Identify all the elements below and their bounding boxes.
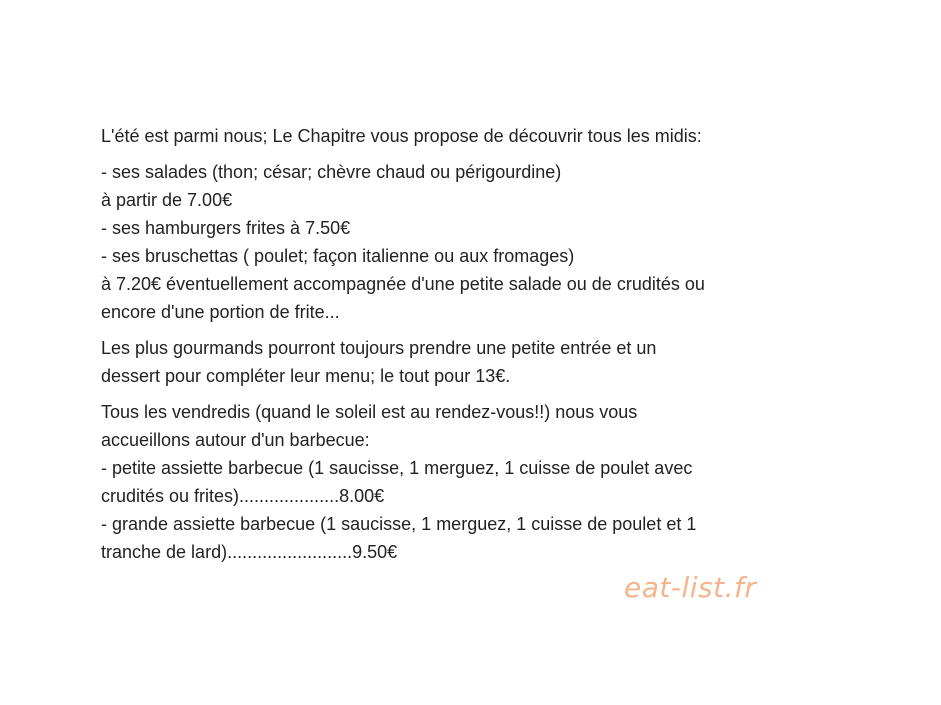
gourmet-menu-paragraph	[101, 334, 921, 390]
text-line: L'été est parmi nous; Le Chapitre vous propose de découvrir tous les midis:	[101, 126, 702, 146]
text-line: à partir de 7.00€	[101, 190, 233, 210]
watermark-logo: eat-list.fr	[624, 571, 757, 604]
intro-paragraph	[101, 122, 921, 150]
text-line: - ses hamburgers frites à 7.50€	[101, 218, 351, 238]
lunch-offers-paragraph	[101, 158, 921, 326]
text-line: Tous les vendredis (quand le soleil est au rendez-vous!!) nous vous	[101, 402, 638, 422]
barbecue-paragraph	[101, 398, 921, 566]
text-line: - ses bruschettas ( poulet; façon italienne ou aux fromages)	[101, 246, 575, 266]
text-line: crudités ou frites)....................8.00€	[101, 486, 385, 506]
text-line: - petite assiette barbecue (1 saucisse, 1 merguez, 1 cuisse de poulet avec	[101, 458, 693, 478]
menu-document	[101, 122, 921, 574]
text-line: accueillons autour d'un barbecue:	[101, 430, 370, 450]
text-line: - grande assiette barbecue (1 saucisse, 1 merguez, 1 cuisse de poulet et 1	[101, 514, 697, 534]
text-line: - ses salades (thon; césar; chèvre chaud ou périgourdine)	[101, 162, 562, 182]
text-line: encore d'une portion de frite...	[101, 302, 340, 322]
text-line: tranche de lard).........................9.50€	[101, 542, 398, 562]
text-line: à 7.20€ éventuellement accompagnée d'une petite salade ou de crudités ou	[101, 274, 705, 294]
text-line: dessert pour compléter leur menu; le tout pour 13€.	[101, 366, 511, 386]
text-line: Les plus gourmands pourront toujours prendre une petite entrée et un	[101, 338, 657, 358]
